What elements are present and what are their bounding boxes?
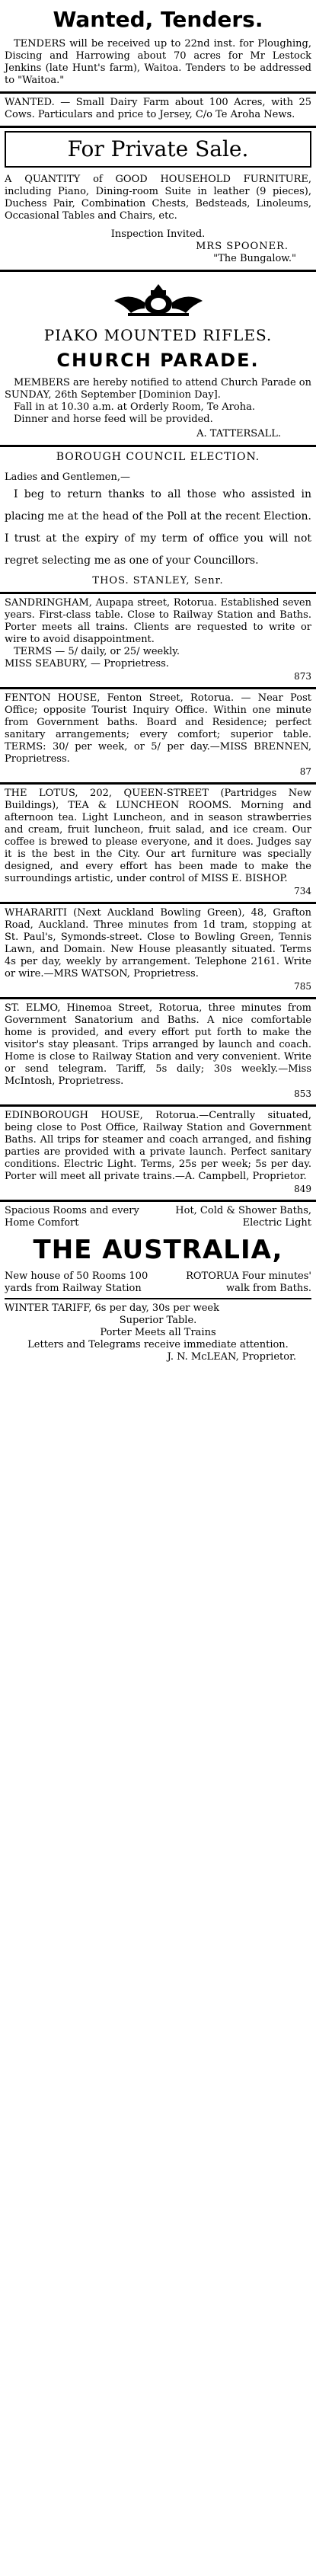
private-sale-name: MRS SPOONER.	[196, 241, 289, 252]
australia-top-row	[5, 1205, 311, 1229]
australia-right-top: Hot, Cold & Shower Baths, Electric Light	[175, 1205, 311, 1229]
council-election-ad	[0, 447, 316, 594]
lotus-body: THE LOTUS, 202, QUEEN-STREET (Partridges New Buildings), TEA & LUNCHEON ROOMS. Morning and afternoon tea. Light Luncheon, and in season strawberries and cream, fruit luncheon, fruit salad, and ice cream. Our coffee is brewed to please everyone, and it does. Judges say it is the best in the City. Our art furniture was specially designed, and every effort has been made to make the surroundings artistic, under control of MISS E. BISHOP.	[5, 788, 311, 884]
wanted-tenders-body: TENDERS will be received up to 22nd inst. for Ploughing, Discing and Harrowing about 70 acres for Mr Lestock Jenkins (late Hunt's farm), Waitoa. Tenders to be addressed to "Waitoa."	[5, 38, 311, 86]
private-sale-ad	[0, 128, 316, 272]
council-election-body: I beg to return thanks to all those who assisted in placing me at the head of the Poll at the recent Election. I trust at the expiry of my term of office you will not regret selecting me as one of your Councillors.	[5, 488, 311, 567]
fenton-house-ad	[0, 689, 316, 785]
sandringham-terms: TERMS — 5/ daily, or 25/ weekly.	[14, 646, 180, 657]
australia-divider	[5, 1298, 311, 1299]
private-sale-address: "The Bungalow."	[213, 253, 296, 264]
st-elmo-body: ST. ELMO, Hinemoa Street, Rotorua, three minutes from Government Sanatorium and Baths. A nice comfortable home is provided, and every effort put forth to make the visitor's stay pleasant. Trips arranged by launch and coach. Home is close to Railway Station and very convenient. Write or send telegram. Tariff, 5s daily; 30s weekly.—Miss McIntosh, Proprietress.	[5, 1002, 311, 1087]
private-sale-body: A QUANTITY of GOOD HOUSEHOLD FURNITURE, including Piano, Dining-room Suite in leather (9 pieces), Duchess Pair, Combination Chests, Bedsteads, Linoleums, Occasional Tables and Chairs, etc.	[5, 174, 311, 222]
wanted-tenders-heading: Wanted, Tenders.	[53, 7, 263, 32]
australia-line1: Superior Table.	[119, 1315, 197, 1326]
sandringham-body: SANDRINGHAM, Aupapa street, Rotorua. Established seven years. First-class table. Close to Railway Station and Baths. Porter meets all trains. Clients are requested to write or wire to avoid disappointment.	[5, 597, 311, 645]
australia-line3: Letters and Telegrams receive immediate attention.	[27, 1339, 289, 1350]
wanted-farm-ad	[0, 94, 316, 128]
australia-left-top: Spacious Rooms and every Home Comfort	[5, 1205, 139, 1229]
private-sale-heading: For Private Sale.	[5, 131, 311, 168]
council-election-heading: BOROUGH COUNCIL ELECTION.	[56, 451, 260, 463]
wanted-farm-body: WANTED. — Small Dairy Farm about 100 Acres, with 25 Cows. Particulars and price to Jersey, C/o Te Aroha News.	[5, 97, 311, 120]
lotus-ad	[0, 785, 316, 904]
edinborough-body: EDINBOROUGH HOUSE, Rotorua.—Centrally situated, being close to Post Office, Railway Station and Government Baths. All trips for steamer and coach arranged, and fishing parties are provided with a private launch. Perfect sanitary conditions. Electric Light. Terms, 25s per week; 5s per day. Porter will meet all private trains.—A. Campbell, Proprietor.	[5, 1110, 311, 1182]
church-parade-body: MEMBERS are hereby notified to attend Church Parade on SUNDAY, 26th September [Dominion Day].	[5, 377, 311, 401]
sandringham-proprietor: MISS SEABURY, — Proprietress.	[5, 658, 169, 670]
australia-tariff: WINTER TARIFF, 6s per day, 30s per week	[5, 1302, 219, 1314]
council-election-salutation: Ladies and Gentlemen,—	[5, 471, 130, 483]
australia-ad	[0, 1202, 316, 1368]
wharariti-ad	[0, 904, 316, 999]
fenton-house-number: 87	[299, 766, 311, 777]
church-parade-heading: CHURCH PARADE.	[56, 350, 260, 371]
australia-proprietor: J. N. McLEAN, Proprietor.	[167, 1351, 296, 1363]
australia-right-bottom: ROTORUA Four minutes' walk from Baths.	[186, 1270, 311, 1294]
australia-heading: THE AUSTRALIA,	[33, 1235, 283, 1265]
st-elmo-number: 853	[294, 1088, 311, 1099]
council-election-signature: THOS. STANLEY, Senr.	[92, 575, 224, 586]
private-sale-inspection: Inspection Invited.	[110, 229, 206, 240]
wharariti-body: WHARARITI (Next Auckland Bowling Green), 48, Grafton Road, Auckland. Three minutes from 1d tram, stopping at St. Paul's, Symonds-street. Close to Bowling Green, Tennis Lawn, and Domain. New House pleasantly situated. Terms 4s per day, weekly by arrangement. Telephone 2161. Write or wire.—MRS WATSON, Proprietress.	[5, 907, 311, 980]
wharariti-number: 785	[294, 981, 311, 992]
church-parade-dinner: Dinner and horse feed will be provided.	[14, 414, 213, 425]
st-elmo-ad	[0, 999, 316, 1107]
wanted-tenders-ad	[0, 0, 316, 94]
sandringham-number: 873	[294, 671, 311, 682]
fenton-house-body: FENTON HOUSE, Fenton Street, Rotorua. — Near Post Office; opposite Tourist Inquiry Office. Within one minute from Government baths. Board and Residence; perfect sanitary arrangements; every comfort; superior table. TERMS: 30/ per week, or 5/ per day.—MISS BRENNEN, Proprietress.	[5, 692, 311, 765]
church-parade-ad	[0, 272, 316, 447]
australia-bottom-row	[5, 1270, 311, 1295]
edinborough-ad	[0, 1107, 316, 1202]
australia-line2: Porter Meets all Trains	[100, 1327, 216, 1338]
edinborough-number: 849	[294, 1184, 311, 1194]
church-parade-unit: PIAKO MOUNTED RIFLES.	[43, 326, 273, 344]
lotus-number: 734	[294, 886, 311, 896]
sandringham-ad	[0, 594, 316, 689]
royal-crest-icon	[5, 280, 311, 319]
church-parade-fall-in: Fall in at 10.30 a.m. at Orderly Room, Te Aroha.	[14, 401, 255, 413]
church-parade-signature: A. TATTERSALL.	[196, 428, 281, 439]
australia-left-bottom: New house of 50 Rooms 100 yards from Railway Station	[5, 1270, 148, 1294]
